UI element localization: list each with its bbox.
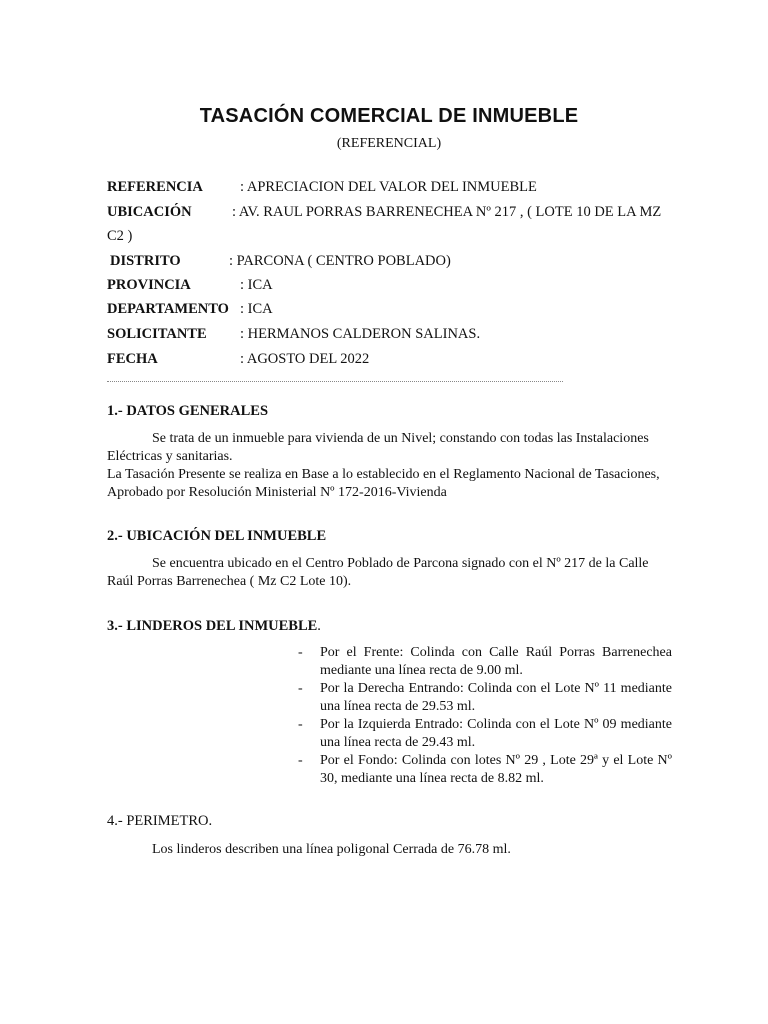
- field-label: FECHA: [107, 351, 158, 367]
- section-1-body: [107, 430, 672, 502]
- section-4-heading: 4.- PERIMETRO.: [107, 813, 213, 829]
- field-value: : ICA: [240, 301, 273, 317]
- field-distrito: [110, 253, 451, 270]
- list-item-text: Por la Izquierda Entrado: Colinda con el Lote Nº 09 mediante una línea recta de 29.43 ml.: [320, 717, 672, 750]
- linderos-list: [296, 644, 672, 788]
- list-item: [296, 680, 672, 716]
- field-fecha: [107, 351, 370, 368]
- dash-bullet: -: [298, 645, 303, 660]
- list-item: [296, 716, 672, 752]
- field-ubicacion-continuation: [107, 228, 132, 245]
- list-item-text: Por la Derecha Entrando: Colinda con el Lote Nº 11 mediante una línea recta de 29.53 ml.: [320, 681, 672, 714]
- list-item-text: Por el Frente: Colinda con Calle Raúl Porras Barrenechea mediante una línea recta de 9.00 ml.: [320, 645, 672, 678]
- section-4-body: [107, 841, 672, 859]
- field-label: PROVINCIA: [107, 277, 191, 293]
- section-2-paragraph-1: Se encuentra ubicado en el Centro Poblado de Parcona signado con el Nº 217 de la Calle Raúl Porras Barrenechea ( Mz C2 Lote 10).: [107, 556, 649, 589]
- field-value: : PARCONA ( CENTRO POBLADO): [229, 253, 451, 269]
- section-3-heading-period: .: [317, 618, 321, 634]
- document-subtitle: (REFERENCIAL): [336, 136, 442, 151]
- section-4-paragraph-1: Los linderos describen una línea poligonal Cerrada de 76.78 ml.: [152, 842, 511, 857]
- field-value: : AV. RAUL PORRAS BARRENECHEA Nº 217 , ( LOTE 10 DE LA MZ: [232, 204, 662, 220]
- document-title: TASACIÓN COMERCIAL DE INMUEBLE: [199, 105, 579, 127]
- field-label: REFERENCIA: [107, 179, 203, 195]
- field-label: DEPARTAMENTO: [107, 301, 229, 317]
- list-item-text: Por el Fondo: Colinda con lotes Nº 29 , Lote 29ª y el Lote Nº 30, mediante una línea recta de 8.82 ml.: [320, 753, 672, 786]
- field-referencia: [107, 179, 537, 196]
- field-label: SOLICITANTE: [107, 326, 207, 342]
- list-item: [296, 752, 672, 788]
- dash-bullet: -: [298, 717, 303, 732]
- field-value: : HERMANOS CALDERON SALINAS.: [240, 326, 481, 342]
- field-value: : ICA: [240, 277, 273, 293]
- field-provincia: [107, 277, 273, 294]
- field-value-continuation: C2 ): [107, 228, 133, 244]
- section-2-heading: 2.- UBICACIÓN DEL INMUEBLE: [107, 528, 327, 544]
- section-1-heading: 1.- DATOS GENERALES: [107, 403, 269, 419]
- dash-bullet: -: [298, 681, 303, 696]
- field-label: DISTRITO: [110, 253, 181, 269]
- field-solicitante: [107, 326, 481, 343]
- field-departamento: [107, 301, 273, 318]
- section-3-heading-text: 3.- LINDEROS DEL INMUEBLE: [107, 618, 318, 634]
- dash-bullet: -: [298, 753, 303, 768]
- section-2-body: [107, 555, 672, 591]
- field-value: : AGOSTO DEL 2022: [240, 351, 370, 367]
- dotted-divider: [107, 381, 563, 382]
- field-value: : APRECIACION DEL VALOR DEL INMUEBLE: [240, 179, 537, 195]
- section-1-paragraph-1: Se trata de un inmueble para vivienda de un Nivel; constando con todas las Instalaciones Eléctricas y sanitarias.: [107, 431, 649, 464]
- field-label: UBICACIÓN: [107, 204, 192, 220]
- section-1-paragraph-2: La Tasación Presente se realiza en Base a lo establecido en el Reglamento Nacional de Tasaciones, Aprobado por Resolución Ministerial Nº 172-2016-Vivienda: [107, 467, 660, 500]
- section-3-heading: [107, 618, 321, 635]
- field-ubicacion: [107, 204, 662, 221]
- list-item: [296, 644, 672, 680]
